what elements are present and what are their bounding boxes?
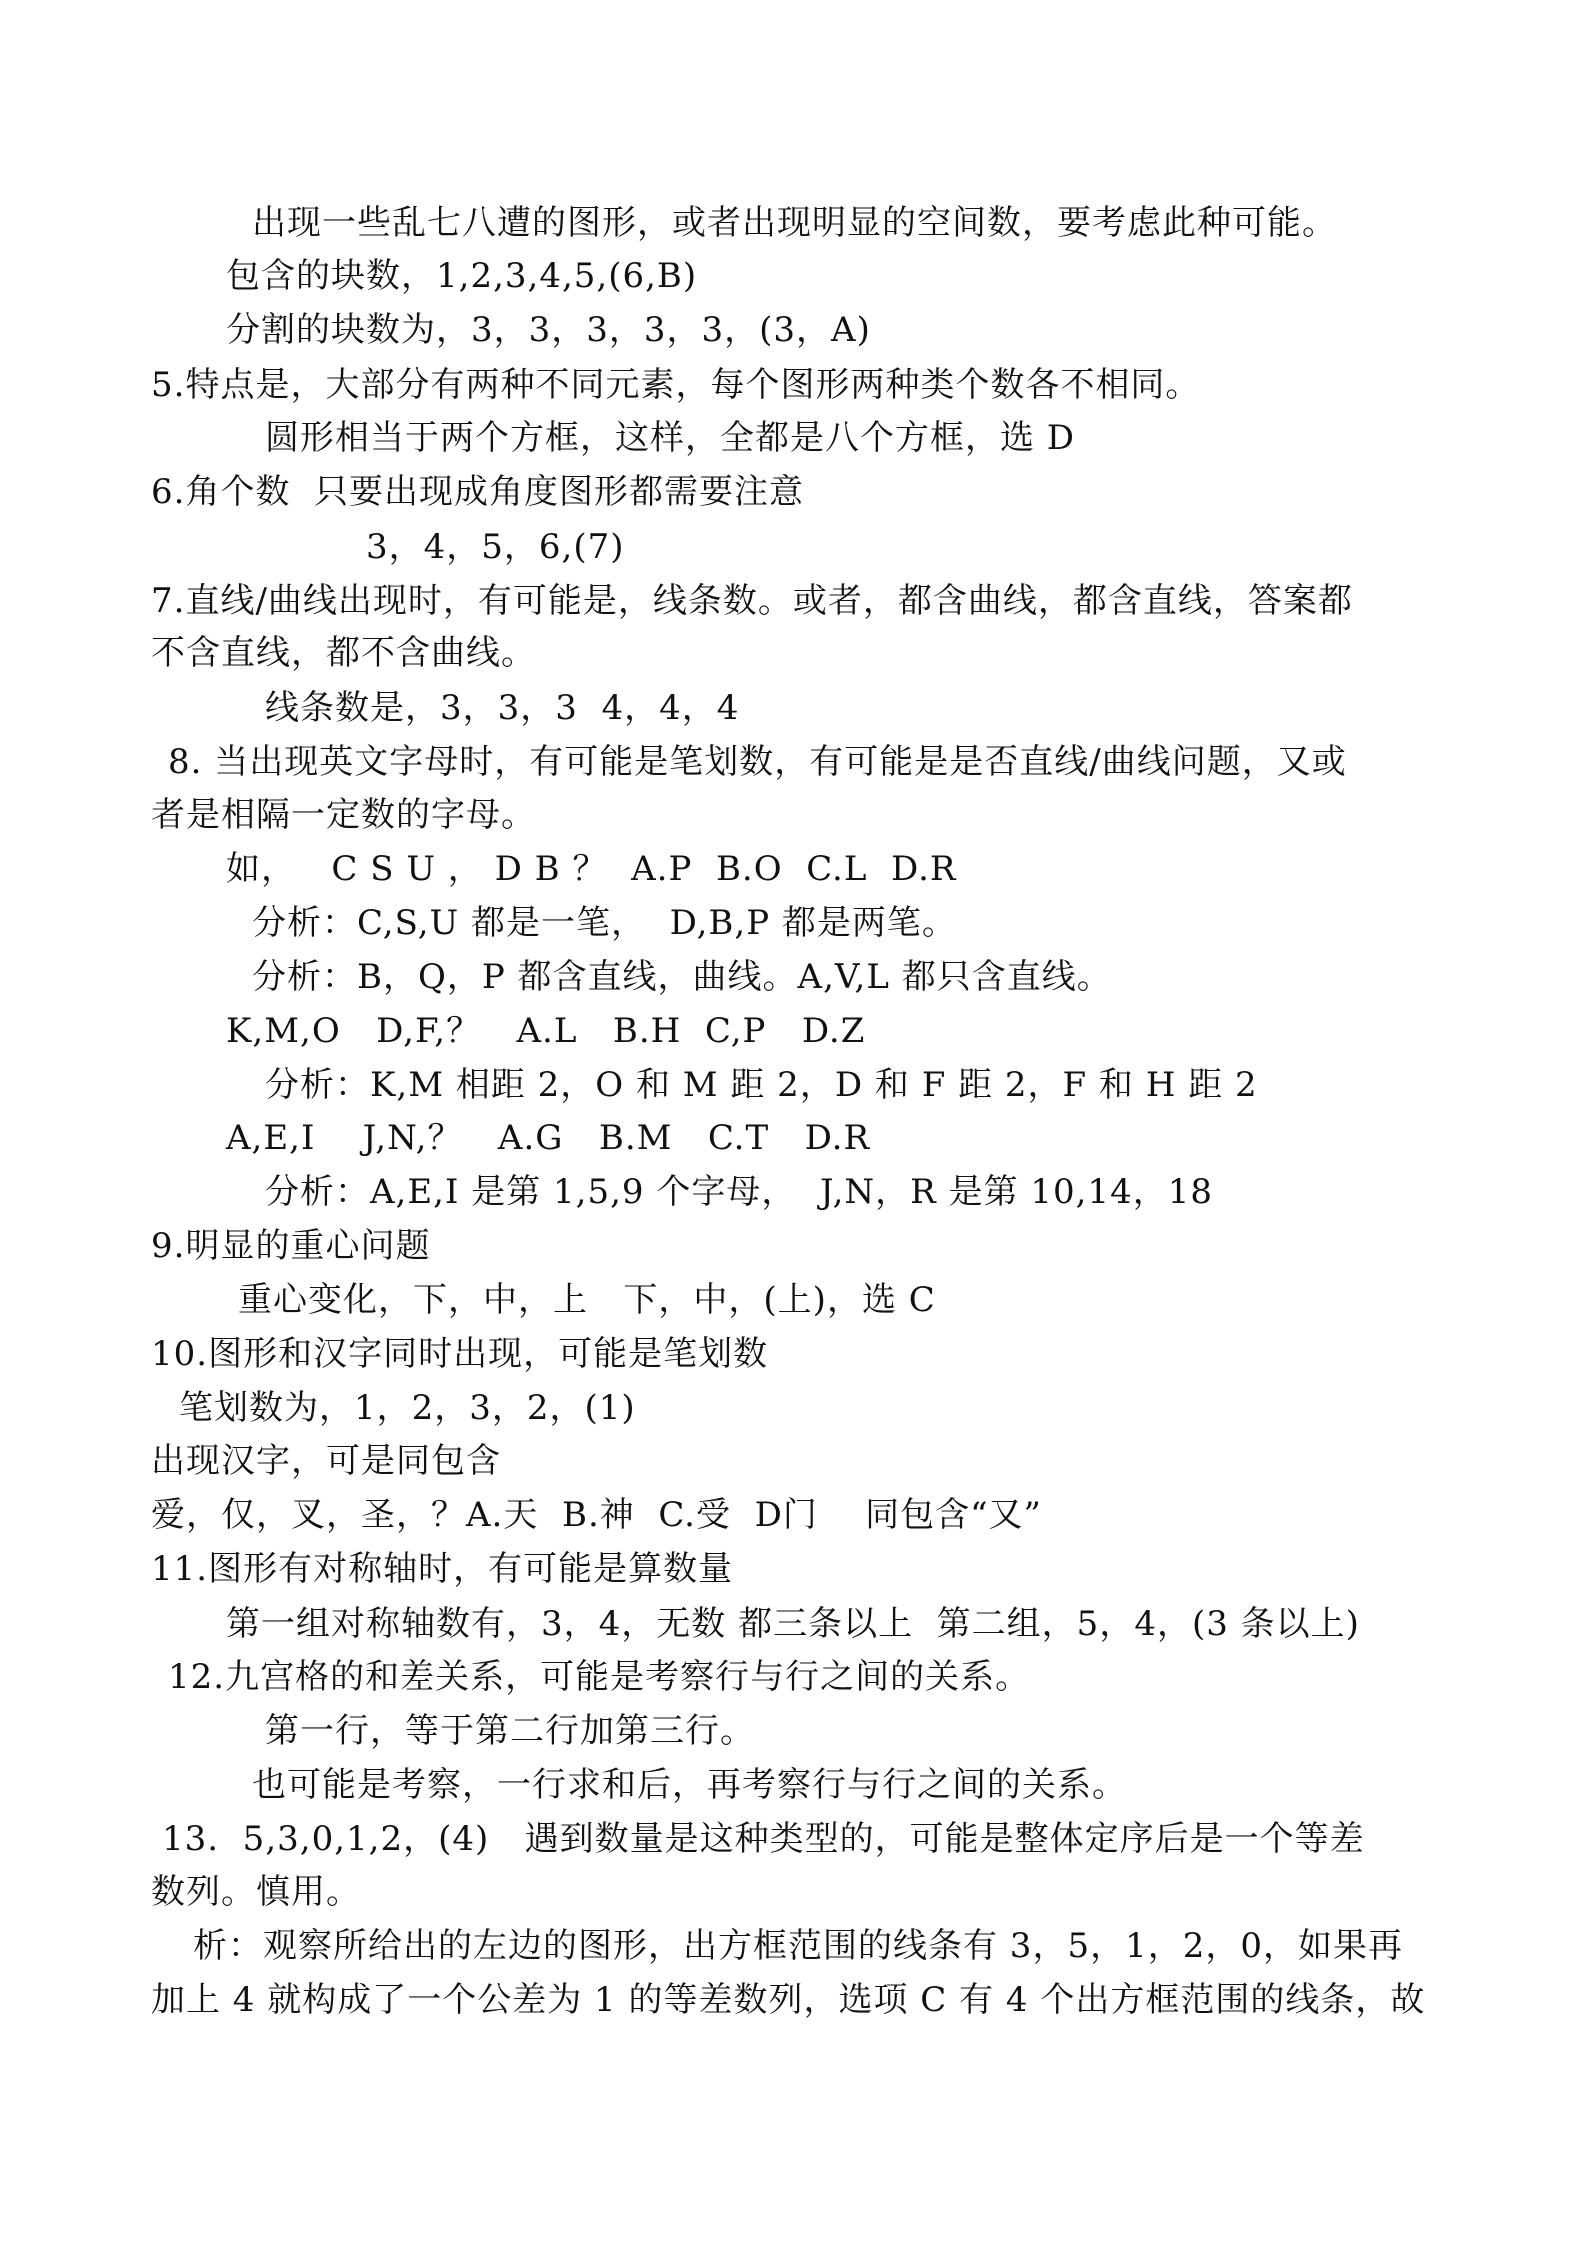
text-line: 如， C S U ， D B ？ A.P B.O C.L D.R — [226, 849, 957, 889]
text-line: 爱，仅，叉，圣，？A.天 B.神 C.受 D门 同包含“又” — [151, 1495, 1042, 1535]
text-line: 圆形相当于两个方框，这样，全都是八个方框，选 D — [265, 418, 1076, 458]
text-line: 加上 4 就构成了一个公差为 1 的等差数列，选项 C 有 4 个出方框范围的线条，故 — [151, 1980, 1426, 2020]
text-line: 11.图形有对称轴时，有可能是算数量 — [151, 1549, 734, 1589]
text-line: 9.明显的重心问题 — [151, 1226, 431, 1266]
text-line: K,M,O D,F,？ A.L B.H C,P D.Z — [226, 1011, 866, 1051]
text-line: 分析：K,M 相距 2，O 和 M 距 2，D 和 F 距 2，F 和 H 距 2 — [265, 1065, 1258, 1105]
text-line: 5.特点是，大部分有两种不同元素，每个图形两种类个数各不相同。 — [151, 365, 1201, 405]
text-line: 第一行，等于第二行加第三行。 — [265, 1711, 755, 1751]
text-line: 分析：C,S,U 都是一笔， D,B,P 都是两笔。 — [252, 903, 957, 943]
text-line: 分割的块数为，3，3，3，3，3，(3，A) — [226, 310, 871, 350]
text-line: 不含直线，都不含曲线。 — [151, 633, 536, 673]
text-line: 10.图形和汉字同时出现，可能是笔划数 — [151, 1334, 769, 1374]
text-line: 出现一些乱七八遭的图形，或者出现明显的空间数，要考虑此种可能。 — [252, 203, 1337, 243]
text-line: 分析：A,E,I 是第 1,5,9 个字母， J,N，R 是第 10,14，18 — [265, 1172, 1213, 1212]
text-line: 出现汉字，可是同包含 — [151, 1441, 501, 1481]
text-line: 包含的块数，1,2,3,4,5,(6,B) — [226, 256, 698, 296]
text-line: 也可能是考察，一行求和后，再考察行与行之间的关系。 — [252, 1765, 1127, 1805]
text-line: 3，4，5，6,(7) — [366, 527, 625, 567]
text-line: 6.角个数 只要出现成角度图形都需要注意 — [151, 472, 805, 512]
text-line: 重心变化，下，中，上 下，中，(上)，选 C — [238, 1280, 936, 1320]
text-line: 7.直线/曲线出现时，有可能是，线条数。或者，都含曲线，都含直线，答案都 — [151, 581, 1353, 621]
text-line: 者是相隔一定数的字母。 — [151, 795, 536, 835]
text-line: A,E,I J,N,？ A.G B.M C.T D.R — [226, 1118, 871, 1158]
text-line: 12.九宫格的和差关系，可能是考察行与行之间的关系。 — [168, 1657, 1031, 1697]
text-line: 分析：B，Q，P 都含直线，曲线。A,V,L 都只含直线。 — [252, 957, 1112, 997]
text-line: 13. 5,3,0,1,2，(4) 遇到数量是这种类型的，可能是整体定序后是一个等差 — [162, 1819, 1365, 1859]
text-line: 线条数是，3，3，3 4，4，4 — [265, 688, 740, 728]
text-line: 析：观察所给出的左边的图形，出方框范围的线条有 3，5，1，2，0，如果再 — [193, 1926, 1403, 1966]
text-line: 8. 当出现英文字母时，有可能是笔划数，有可能是是否直线/曲线问题，又或 — [168, 742, 1347, 782]
text-line: 数列。慎用。 — [151, 1872, 361, 1912]
text-line: 第一组对称轴数有，3，4，无数 都三条以上 第二组，5，4，(3 条以上) — [226, 1604, 1360, 1644]
text-line: 笔划数为，1，2，3，2，(1) — [179, 1388, 636, 1428]
